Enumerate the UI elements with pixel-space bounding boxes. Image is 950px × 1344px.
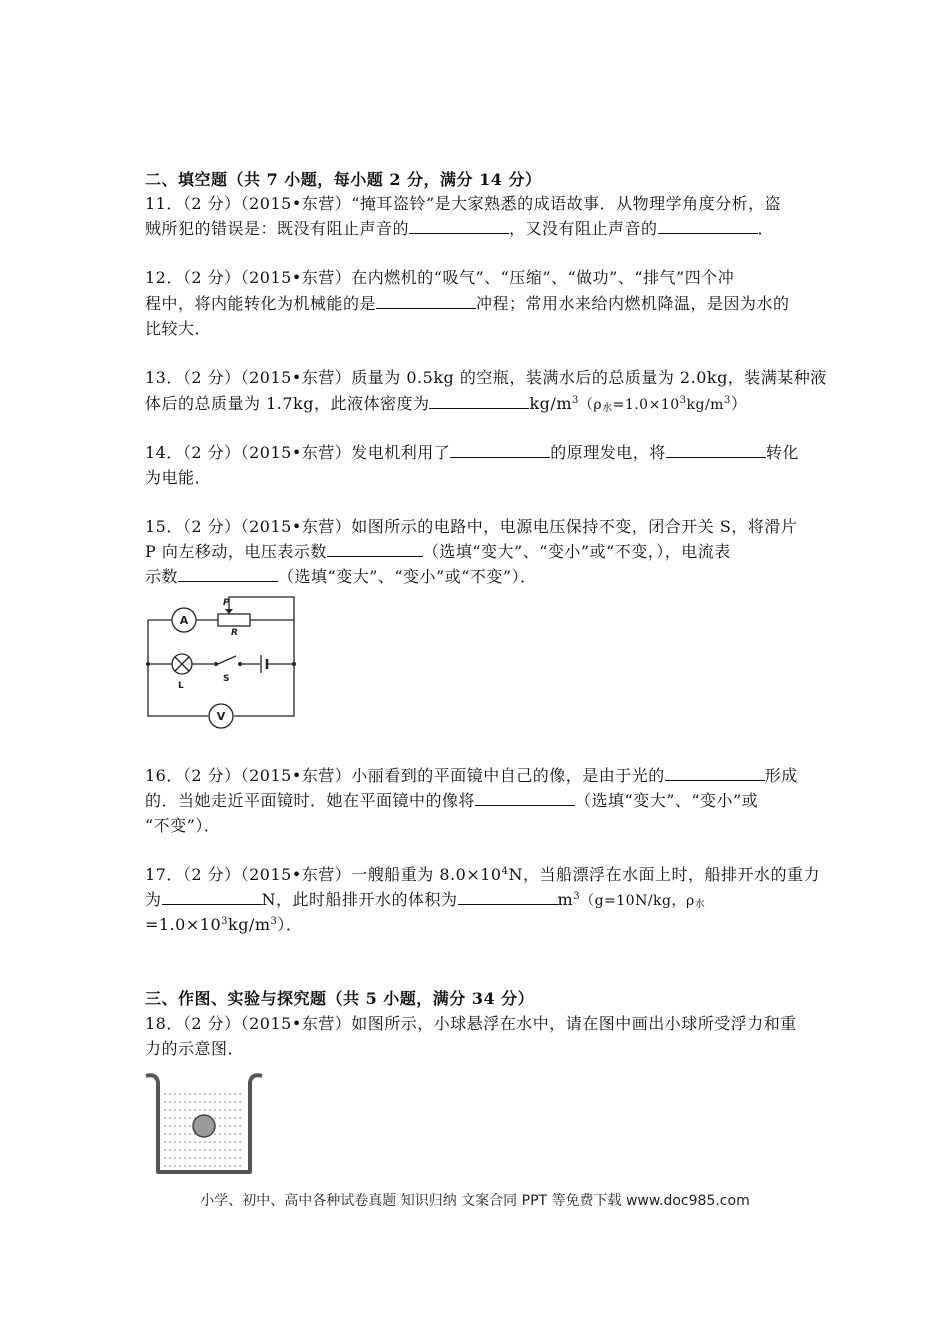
slider-label: P (223, 598, 230, 608)
q16-line-1 (145, 764, 798, 788)
q17-blank-1[interactable] (162, 888, 262, 905)
q17-text-a: 17．（2 分）（2015•东营）一艘船重为 8.0×10 (145, 865, 502, 884)
slider-arrow-icon (225, 609, 233, 614)
switch-blade (218, 656, 236, 664)
q16-line-3: “不变”）． (145, 816, 221, 835)
q17-density-unit: kg/m (228, 915, 271, 934)
resistor-label: R (231, 628, 238, 638)
q15-text-a: P 向左移动，电压表示数 (145, 542, 327, 561)
q17-density-value: =1.0×10 (145, 915, 222, 934)
beaker-diagram (142, 1070, 266, 1178)
q15-blank-1[interactable] (327, 540, 423, 557)
q11-text-a: 贼所犯的错误是：既没有阻止声音的 (145, 219, 410, 238)
q13-blank-1[interactable] (429, 392, 529, 409)
resistor-icon (218, 614, 250, 626)
q15-blank-2[interactable] (178, 565, 278, 582)
q17-g-rho: （g=10N/kg，ρ (580, 893, 695, 909)
q16-text-c: 的．当她走近平面镜时．她在平面镜中的像将 (145, 791, 476, 810)
q17-text-d: N，此时船排开水的体积为 (261, 890, 458, 909)
ammeter-label: A (179, 614, 189, 627)
q13-rho: （ρ (578, 397, 603, 413)
q17-line-1 (145, 863, 820, 887)
q17-text-c: 为 (145, 890, 162, 909)
q16-line-2 (145, 789, 758, 813)
q14-text-b: 的原理发电，将 (550, 443, 666, 462)
q16-text-a: 16．（2 分）（2015•东营）小丽看到的平面镜中自己的像，是由于光的 (145, 766, 665, 785)
ball-icon (193, 1115, 215, 1137)
q12-text-a: 程中，将内能转化为机械能的是 (145, 294, 377, 313)
q15-line-3 (145, 565, 537, 589)
q17-density-exp: 3 (221, 916, 228, 927)
circuit-diagram (140, 592, 305, 737)
q13-density-exp: 3 (679, 395, 687, 406)
q13-density-unit: kg/m (686, 397, 724, 413)
switch-contact-left (214, 662, 218, 666)
q17-line-3 (145, 913, 302, 937)
q17-unit: m (557, 890, 574, 909)
q17-unit-exp: 3 (573, 891, 581, 902)
lamp-label: L (178, 681, 184, 691)
q14-text-a: 14．（2 分）（2015•东营）发电机利用了 (145, 443, 451, 462)
page-footer: 小学、初中、高中各种试卷真题 知识归纳 文案合同 PPT 等免费下载 www.doc985.com (200, 1193, 750, 1209)
q15-text-b: （选填“变大”、“变小”或“不变，），电流表 (422, 542, 731, 561)
q15-text-c: 示数 (145, 567, 179, 586)
q17-density-unit-exp: 3 (270, 916, 278, 927)
junction-right (292, 662, 296, 666)
q15-line-1: 15．（2 分）（2015•东营）如图所示的电路中，电源电压保持不变，闭合开关 S，将滑片 (145, 517, 798, 536)
q16-text-d: （选填“变大”、“变小”或 (575, 791, 759, 810)
q15-line-2 (145, 540, 731, 564)
q13-close: ） (730, 394, 748, 413)
q13-text-a: 体后的总质量为 1.7kg，此液体密度为 (145, 394, 430, 413)
q11-text-c: ． (757, 219, 775, 238)
q13-density-unit-exp: 3 (723, 395, 731, 406)
q14-text-c: 转化 (765, 443, 799, 462)
q17-text-b: N，当船漂浮在水面上时，船排开水的重力 (508, 865, 820, 884)
q15-text-d: （选填“变大”、“变小”或“不变”）． (278, 567, 537, 586)
section-3-heading: 三、作图、实验与探究题（共 5 小题，满分 34 分） (145, 989, 535, 1008)
switch-contact-right (238, 662, 242, 666)
q14-line-2: 为电能． (145, 468, 212, 487)
q13-unit-exp: 3 (571, 395, 579, 406)
q17-line-2 (145, 888, 705, 913)
q11-text-b: ，又没有阻止声音的 (509, 219, 658, 238)
q13-unit: kg/m (529, 394, 572, 413)
q12-line-2 (145, 292, 790, 316)
q17-exp-1: 4 (501, 866, 509, 877)
switch-label: S (223, 674, 230, 684)
section-2-heading: 二、填空题（共 7 小题，每小题 2 分，满分 14 分） (145, 170, 542, 189)
q12-blank-1[interactable] (376, 292, 476, 309)
q18-line-2: 力的示意图． (145, 1039, 245, 1058)
q14-line-1 (145, 441, 799, 465)
q11-line-1: 11．（2 分）（2015•东营）“掩耳盗铃”是大家熟悉的成语故事．从物理学角度分析，盗 (145, 194, 782, 213)
q11-blank-2[interactable] (658, 217, 758, 234)
slider-wire (229, 597, 270, 612)
q16-blank-1[interactable] (665, 764, 765, 781)
q13-line-2 (145, 392, 747, 417)
q17-close: ）． (277, 915, 303, 934)
q12-text-b: 冲程；常用水来给内燃机降温，是因为水的 (476, 294, 790, 313)
q12-line-1: 12．（2 分）（2015•东营）在内燃机的“吸气”、“压缩”、“做功”、“排气”四个冲 (145, 268, 735, 287)
q16-blank-2[interactable] (475, 789, 575, 806)
q11-blank-1[interactable] (409, 217, 509, 234)
q14-blank-1[interactable] (450, 441, 550, 458)
q17-rho-sub: 水 (694, 899, 706, 910)
q13-density-value: =1.0×10 (612, 397, 680, 413)
q18-line-1: 18．（2 分）（2015•东营）如图所示，小球悬浮在水中，请在图中画出小球所受浮力和重 (145, 1014, 797, 1033)
q16-text-b: 形成 (764, 766, 798, 785)
voltmeter-label: V (216, 710, 226, 723)
q13-line-1: 13．（2 分）（2015•东营）质量为 0.5kg 的空瓶，装满水后的总质量为 2.0kg，装满某种液 (145, 368, 827, 387)
q13-rho-sub: 水 (602, 403, 613, 414)
q12-line-3: 比较大． (145, 319, 212, 338)
q14-blank-2[interactable] (666, 441, 766, 458)
junction-left (146, 662, 150, 666)
q11-line-2 (145, 217, 774, 241)
q17-blank-2[interactable] (458, 888, 558, 905)
